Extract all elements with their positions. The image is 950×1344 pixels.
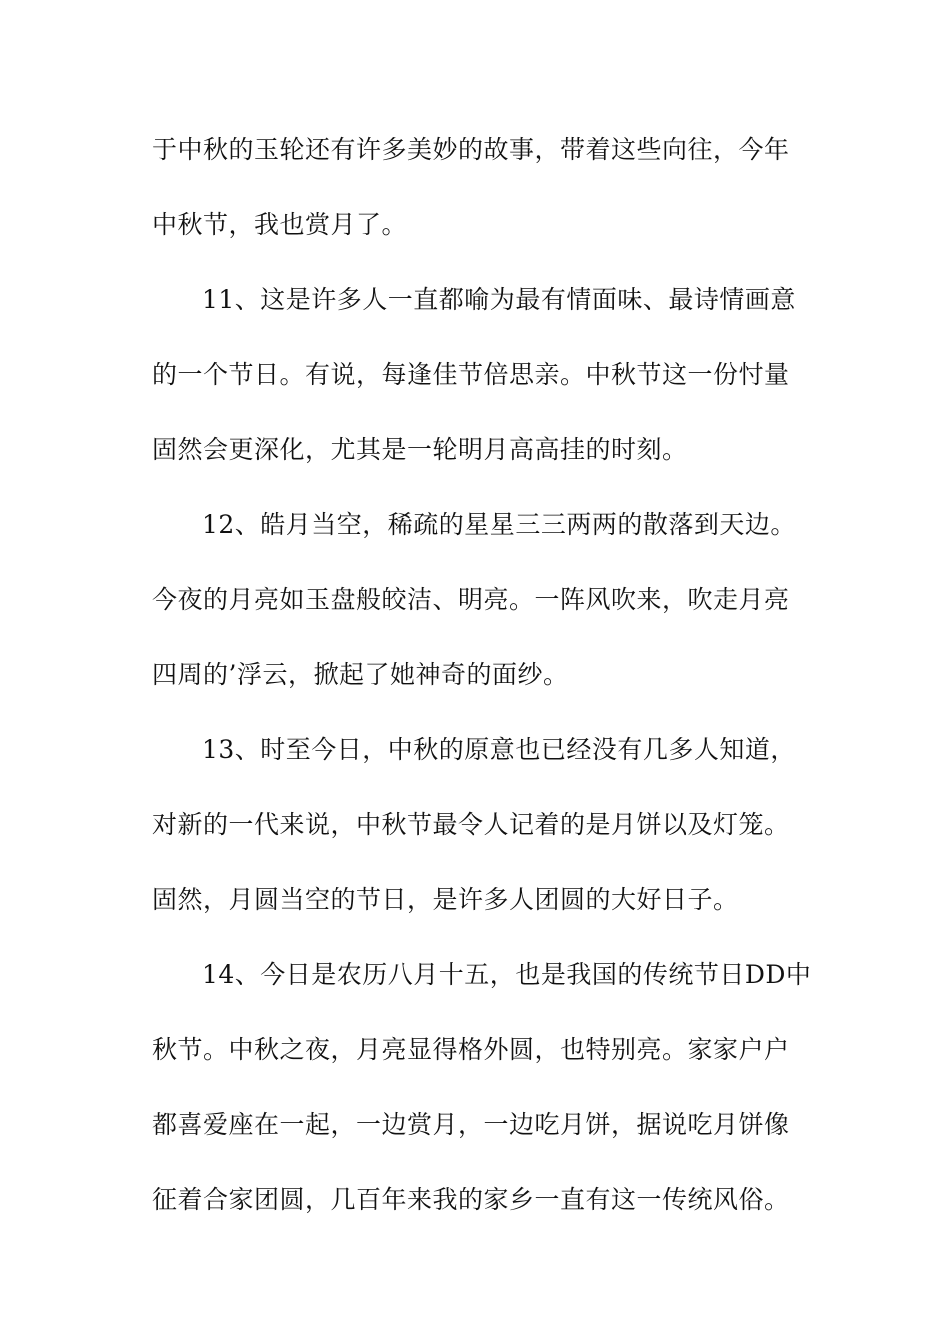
text-line: 秋节。中秋之夜，月亮显得格外圆，也特别亮。家家户户: [152, 1035, 790, 1064]
text-line: 对新的一代来说，中秋节最令人记着的是月饼以及灯笼。: [152, 810, 790, 839]
paragraph-start-line: 14、今日是农历八月十五，也是我国的传统节日DD中: [202, 960, 812, 989]
text-line: 固然会更深化，尤其是一轮明月高高挂的时刻。: [152, 435, 688, 464]
text-line: 于中秋的玉轮还有许多美妙的故事，带着这些向往，今年: [152, 135, 790, 164]
text-line: 中秋节，我也赏月了。: [152, 210, 408, 239]
paragraph-start-line: 11、这是许多人一直都喻为最有情面味、最诗情画意: [202, 285, 796, 314]
text-line: 今夜的月亮如玉盘般皎洁、明亮。一阵风吹来，吹走月亮: [152, 585, 790, 614]
text-line: 都喜爱座在一起，一边赏月，一边吃月饼，据说吃月饼像: [152, 1110, 790, 1139]
paragraph-start-line: 13、时至今日，中秋的原意也已经没有几多人知道，: [202, 735, 796, 764]
text-line: 的一个节日。有说，每逢佳节倍思亲。中秋节这一份忖量: [152, 360, 790, 389]
text-line: 四周的’浮云，掀起了她神奇的面纱。: [152, 660, 569, 689]
text-line: 固然，月圆当空的节日，是许多人团圆的大好日子。: [152, 885, 739, 914]
text-line: 征着合家团圆，几百年来我的家乡一直有这一传统风俗。: [152, 1185, 790, 1214]
paragraph-start-line: 12、皓月当空，稀疏的星星三三两两的散落到天边。: [202, 510, 796, 539]
